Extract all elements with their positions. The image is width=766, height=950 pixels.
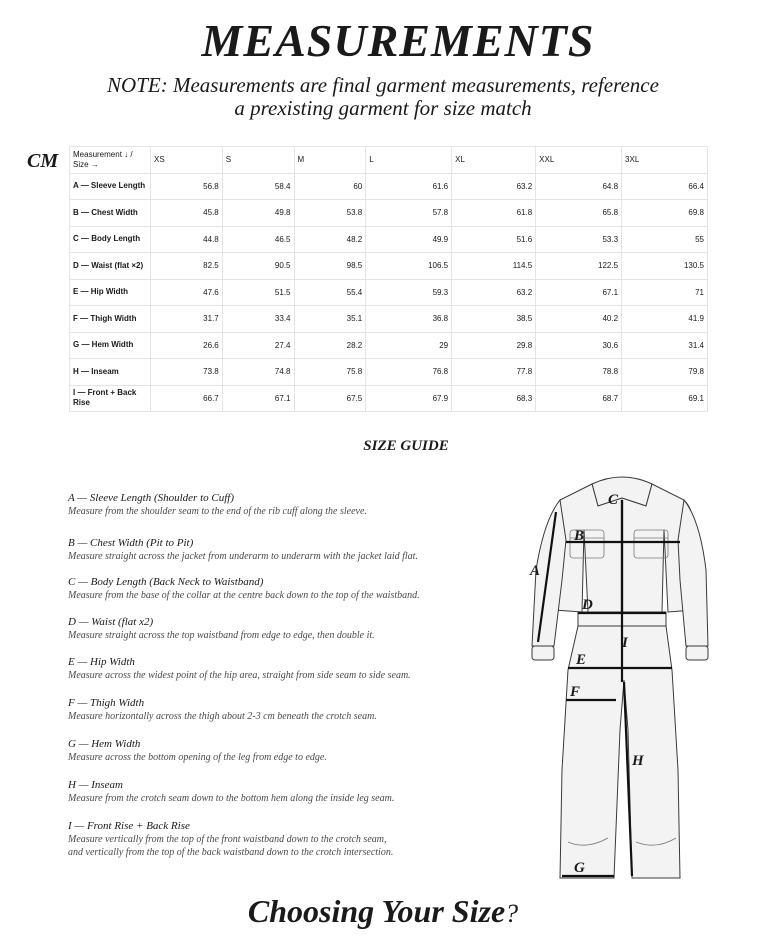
guide-item-title: C — Body Length (Back Neck to Waistband) (68, 576, 264, 588)
label-e: E (576, 652, 587, 668)
guide-item-description: Measure across the widest point of the hip area, straight from side seam to side seam. (68, 670, 411, 681)
label-f: F (570, 684, 581, 700)
row-label: D — Waist (flat ×2) (70, 253, 151, 280)
size-guide-heading: SIZE GUIDE (363, 438, 449, 454)
table-cell: 61.8 (452, 200, 536, 227)
guide-item-description: Measure from the base of the collar at the centre back down to the top of the waistband. (68, 590, 420, 601)
guide-item-title: E — Hip Width (68, 656, 135, 668)
table-cell: 35.1 (294, 306, 366, 333)
corner-line-2: Size → (73, 159, 99, 169)
corner-line-1: Measurement ↓ / (73, 149, 133, 159)
table-cell: 122.5 (536, 253, 622, 280)
footer-question-mark: ? (505, 899, 519, 928)
row-label: E — Hip Width (70, 279, 151, 306)
row-label: F — Thigh Width (70, 306, 151, 333)
table-row (70, 226, 708, 253)
table-cell: 55.4 (294, 279, 366, 306)
size-header: M (294, 147, 366, 174)
table-row (70, 279, 708, 306)
table-cell: 31.7 (151, 306, 223, 333)
label-d: D (582, 597, 593, 613)
table-cell: 59.3 (366, 279, 452, 306)
size-chart-table (69, 146, 708, 412)
row-label: A — Sleeve Length (70, 173, 151, 200)
table-cell: 66.7 (151, 385, 223, 412)
left-cuff-shape (532, 646, 554, 660)
guide-item-title: I — Front Rise + Back Rise (68, 820, 190, 832)
size-header: 3XL (622, 147, 708, 174)
table-cell: 28.2 (294, 332, 366, 359)
table-cell: 48.2 (294, 226, 366, 253)
right-sleeve-shape (678, 500, 708, 646)
table-cell: 33.4 (222, 306, 294, 333)
table-cell: 64.8 (536, 173, 622, 200)
table-cell: 47.6 (151, 279, 223, 306)
unit-label: CM (27, 150, 59, 172)
guide-item (68, 576, 420, 602)
guide-item-title: F — Thigh Width (68, 697, 145, 709)
table-cell: 38.5 (452, 306, 536, 333)
right-cuff-shape (686, 646, 708, 660)
table-cell: 61.6 (366, 173, 452, 200)
table-row (70, 200, 708, 227)
table-cell: 98.5 (294, 253, 366, 280)
table-cell: 44.8 (151, 226, 223, 253)
footer-title (0, 893, 766, 930)
guide-item (68, 697, 377, 723)
size-header: S (222, 147, 294, 174)
table-cell: 49.9 (366, 226, 452, 253)
size-header: L (366, 147, 452, 174)
guide-item-title: H — Inseam (68, 779, 123, 791)
table-cell: 75.8 (294, 359, 366, 386)
guide-item (68, 616, 375, 642)
table-cell: 73.8 (151, 359, 223, 386)
page-title: MEASUREMENTS (201, 15, 595, 66)
table-cell: 63.2 (452, 173, 536, 200)
table-cell: 26.6 (151, 332, 223, 359)
row-label: C — Body Length (70, 226, 151, 253)
label-b: B (574, 528, 585, 544)
table-cell: 69.8 (622, 200, 708, 227)
guide-item-description: Measure horizontally across the thigh about 2-3 cm beneath the crotch seam. (68, 711, 377, 722)
guide-item-description: Measure vertically from the top of the front waistband down to the crotch seam, (68, 834, 387, 845)
table-cell: 51.6 (452, 226, 536, 253)
table-cell: 58.4 (222, 173, 294, 200)
table-cell: 40.2 (536, 306, 622, 333)
measurement-note (0, 74, 766, 120)
table-cell: 53.3 (536, 226, 622, 253)
guide-item-title: G — Hem Width (68, 738, 141, 750)
table-cell: 36.8 (366, 306, 452, 333)
guide-item-title: A — Sleeve Length (Shoulder to Cuff) (68, 492, 234, 504)
guide-item-title: B — Chest Width (Pit to Pit) (68, 537, 194, 549)
table-cell: 41.9 (622, 306, 708, 333)
table-cell: 79.8 (622, 359, 708, 386)
row-label: B — Chest Width (70, 200, 151, 227)
table-cell: 57.8 (366, 200, 452, 227)
table-row (70, 306, 708, 333)
label-i: I (622, 635, 628, 651)
table-cell: 51.5 (222, 279, 294, 306)
table-cell: 56.8 (151, 173, 223, 200)
label-h: H (632, 753, 644, 769)
size-header: XL (452, 147, 536, 174)
table-cell: 46.5 (222, 226, 294, 253)
note-line-2: a prexisting garment for size match (234, 96, 532, 120)
note-line-1: NOTE: Measurements are final garment measurements, reference (107, 73, 659, 97)
row-label: H — Inseam (70, 359, 151, 386)
table-cell: 67.1 (222, 385, 294, 412)
table-row (70, 332, 708, 359)
guide-item-title: D — Waist (flat x2) (68, 616, 154, 628)
size-header: XXL (536, 147, 622, 174)
label-a: A (530, 563, 541, 579)
table-cell: 65.8 (536, 200, 622, 227)
row-label: G — Hem Width (70, 332, 151, 359)
guide-item (68, 492, 367, 518)
table-cell: 67.9 (366, 385, 452, 412)
table-cell: 71 (622, 279, 708, 306)
table-cell: 66.4 (622, 173, 708, 200)
table-row (70, 253, 708, 280)
table-cell: 68.3 (452, 385, 536, 412)
table-cell: 106.5 (366, 253, 452, 280)
guide-item-description: Measure from the shoulder seam to the end of the rib cuff along the sleeve. (68, 506, 367, 517)
table-cell: 27.4 (222, 332, 294, 359)
guide-item (68, 779, 394, 805)
guide-item-description: Measure across the bottom opening of the leg from edge to edge. (68, 752, 327, 763)
table-corner-header (70, 147, 151, 174)
table-cell: 68.7 (536, 385, 622, 412)
table-row (70, 359, 708, 386)
guide-item-description: Measure straight across the top waistband from edge to edge, then double it. (68, 630, 375, 641)
table-cell: 74.8 (222, 359, 294, 386)
guide-item (68, 537, 418, 563)
guide-item-description: and vertically from the top of the back waistband down to the crotch intersection. (68, 847, 394, 858)
label-g: G (574, 860, 585, 876)
guide-item (68, 656, 411, 682)
table-cell: 31.4 (622, 332, 708, 359)
table-cell: 60 (294, 173, 366, 200)
table-header-row (70, 147, 708, 174)
table-cell: 30.6 (536, 332, 622, 359)
table-cell: 90.5 (222, 253, 294, 280)
table-cell: 53.8 (294, 200, 366, 227)
row-label: I — Front + Back Rise (70, 385, 151, 412)
label-c: C (608, 492, 619, 508)
table-row (70, 385, 708, 412)
guide-item-description: Measure straight across the jacket from underarm to underarm with the jacket laid flat. (68, 551, 418, 562)
table-row (70, 173, 708, 200)
table-cell: 29 (366, 332, 452, 359)
table-cell: 63.2 (452, 279, 536, 306)
table-cell: 69.1 (622, 385, 708, 412)
table-cell: 82.5 (151, 253, 223, 280)
table-cell: 78.8 (536, 359, 622, 386)
size-header: XS (151, 147, 223, 174)
table-cell: 45.8 (151, 200, 223, 227)
table-cell: 55 (622, 226, 708, 253)
table-cell: 76.8 (366, 359, 452, 386)
guide-item (68, 820, 393, 859)
coverall-measurement-diagram (522, 470, 722, 890)
table-cell: 49.8 (222, 200, 294, 227)
guide-item (68, 738, 327, 764)
guide-item-description: Measure from the crotch seam down to the bottom hem along the inside leg seam. (68, 793, 395, 804)
footer-title-text: Choosing Your Size (247, 893, 506, 929)
table-cell: 114.5 (452, 253, 536, 280)
table-cell: 67.5 (294, 385, 366, 412)
table-cell: 29.8 (452, 332, 536, 359)
table-body (70, 173, 708, 412)
table-cell: 67.1 (536, 279, 622, 306)
table-cell: 77.8 (452, 359, 536, 386)
table-cell: 130.5 (622, 253, 708, 280)
